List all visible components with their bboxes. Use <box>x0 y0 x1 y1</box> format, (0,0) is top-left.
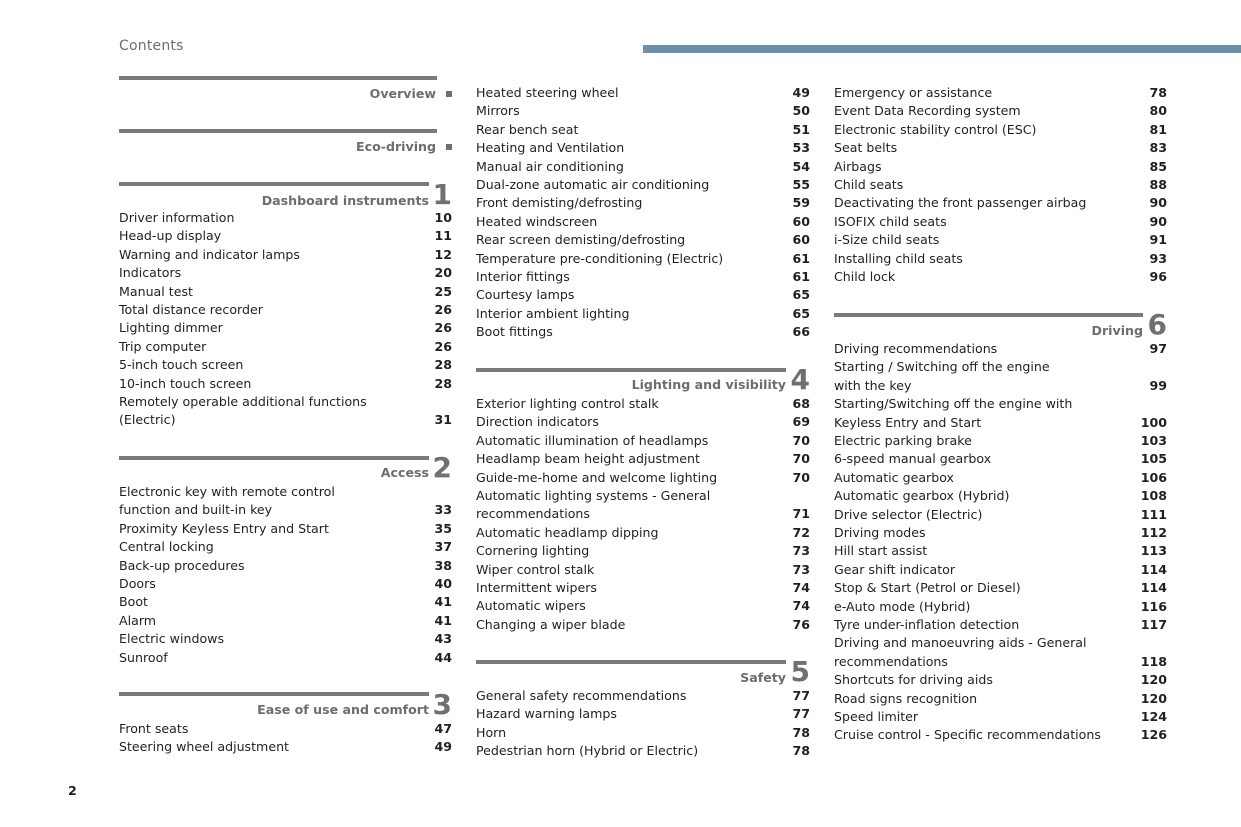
toc-entry-page: 88 <box>1149 177 1167 192</box>
toc-entry[interactable] <box>834 671 1167 689</box>
toc-entry[interactable] <box>834 506 1167 524</box>
toc-entry-page: 26 <box>434 338 452 354</box>
toc-entry-page: 28 <box>434 375 452 391</box>
toc-entry-title: Cruise control - Specific recommendations <box>834 727 1101 743</box>
toc-entry[interactable] <box>834 726 1167 744</box>
overview-rule <box>119 76 437 80</box>
toc-entry-title: Airbags <box>834 158 882 174</box>
toc-entry-page: 40 <box>434 576 452 591</box>
section-2-number: 2 <box>432 451 452 484</box>
toc-entry[interactable] <box>119 649 452 667</box>
section-1-rule <box>119 182 429 186</box>
toc-entry[interactable] <box>834 487 1167 505</box>
toc-entry-page: 117 <box>1140 617 1167 632</box>
square-bullet-icon <box>446 144 452 150</box>
toc-entry-page: 91 <box>1149 232 1167 248</box>
toc-entry-title: Automatic wipers <box>476 598 586 614</box>
toc-entry-page: 35 <box>434 520 452 536</box>
toc-entry-page: 71 <box>792 506 810 522</box>
toc-entry-title: with the key <box>834 377 912 393</box>
toc-entry[interactable] <box>476 268 810 286</box>
toc-entry-page: 112 <box>1140 525 1167 540</box>
toc-entry-title: Child lock <box>834 269 896 284</box>
toc-entry[interactable] <box>834 432 1167 450</box>
toc-entry-page: 55 <box>792 177 810 192</box>
toc-entry-page: 97 <box>1149 341 1167 356</box>
toc-entry[interactable] <box>476 323 810 341</box>
toc-entry-title: Rear screen demisting/defrosting <box>476 232 686 248</box>
toc-entry-page: 96 <box>1149 269 1167 284</box>
toc-entry-page: 80 <box>1149 103 1167 119</box>
toc-entry-page: 65 <box>792 305 810 321</box>
toc-entry[interactable] <box>119 630 452 648</box>
toc-entry[interactable] <box>476 450 810 468</box>
toc-entry[interactable] <box>476 413 810 431</box>
section-3-title: Ease of use and comfort <box>257 702 429 717</box>
toc-entry[interactable] <box>119 501 452 519</box>
toc-entry-page: 77 <box>792 688 810 703</box>
toc-entry[interactable] <box>119 738 452 756</box>
toc-entry-title: Courtesy lamps <box>476 287 575 303</box>
toc-entry-title: Starting/Switching off the engine with <box>834 396 1073 412</box>
toc-entry[interactable] <box>834 176 1167 194</box>
toc-entry-page: 120 <box>1140 690 1167 706</box>
toc-entry-page: 66 <box>792 324 810 340</box>
toc-entry[interactable] <box>476 102 810 120</box>
toc-entry-title: Automatic gearbox (Hybrid) <box>834 488 1010 504</box>
toc-entry-page: 51 <box>792 121 810 137</box>
toc-entry[interactable] <box>476 724 810 742</box>
toc-entry-page: 124 <box>1140 709 1167 724</box>
toc-entry[interactable] <box>119 538 452 556</box>
toc-entry-title: Direction indicators <box>476 414 599 430</box>
toc-entry-title: Automatic headlamp dipping <box>476 524 659 540</box>
toc-entry-title: Seat belts <box>834 140 898 156</box>
toc-entry[interactable] <box>119 393 452 411</box>
toc-entry-page: 74 <box>792 598 810 614</box>
section-6-rule <box>834 313 1143 317</box>
toc-entry-title: Wiper control stalk <box>476 561 595 577</box>
toc-entry-page: 60 <box>792 232 810 248</box>
toc-entry-title: Indicators <box>119 265 182 281</box>
toc-entry-title: Temperature pre-conditioning (Electric) <box>476 250 724 266</box>
toc-entry-title: Electric windows <box>119 631 225 647</box>
toc-entry-title: Driving and manoeuvring aids - General <box>834 635 1087 651</box>
toc-entry-title: Drive selector (Electric) <box>834 506 983 522</box>
header-accent-bar <box>643 45 1241 53</box>
toc-entry[interactable] <box>119 246 452 264</box>
toc-entry-page: 31 <box>434 412 452 428</box>
toc-entry-page: 70 <box>792 432 810 448</box>
toc-entry-page: 108 <box>1140 488 1167 504</box>
toc-entry-title: Changing a wiper blade <box>476 616 626 632</box>
toc-entry[interactable] <box>834 579 1167 597</box>
toc-entry-title: 6-speed manual gearbox <box>834 451 992 467</box>
toc-entry-page: 76 <box>792 616 810 632</box>
toc-entry[interactable] <box>834 708 1167 726</box>
toc-entry[interactable] <box>476 432 810 450</box>
toc-entry[interactable] <box>119 264 452 282</box>
toc-entry[interactable] <box>834 194 1167 212</box>
toc-entry-page: 65 <box>792 287 810 303</box>
toc-entry[interactable] <box>834 213 1167 231</box>
toc-entry[interactable] <box>834 158 1167 176</box>
toc-entry-title: Heating and Ventilation <box>476 140 625 156</box>
toc-entry-page: 103 <box>1140 433 1167 448</box>
toc-entry-page: 120 <box>1140 672 1167 688</box>
toc-entry[interactable] <box>476 469 810 487</box>
toc-entry[interactable] <box>119 411 452 429</box>
toc-entry-page: 26 <box>434 302 452 317</box>
toc-entry-page: 73 <box>792 561 810 577</box>
toc-entry-title: Installing child seats <box>834 250 963 266</box>
toc-entry-page: 113 <box>1140 543 1167 559</box>
toc-entry-page: 26 <box>434 320 452 336</box>
toc-entry-title: Driver information <box>119 210 235 225</box>
toc-entry[interactable] <box>834 469 1167 487</box>
toc-entry-title: Warning and indicator lamps <box>119 246 300 262</box>
toc-entry-title: e-Auto mode (Hybrid) <box>834 598 971 614</box>
toc-entry-page: 78 <box>792 743 810 759</box>
toc-entry[interactable] <box>119 227 452 245</box>
toc-entry-title: Shortcuts for driving aids <box>834 672 993 688</box>
toc-entry[interactable] <box>119 375 452 393</box>
toc-entry[interactable] <box>834 616 1167 634</box>
toc-entry[interactable] <box>476 579 810 597</box>
toc-entry-title: Heated steering wheel <box>476 85 619 100</box>
toc-entry-title: Emergency or assistance <box>834 85 993 100</box>
toc-entry-title: Total distance recorder <box>119 302 263 317</box>
section-5-title: Safety <box>740 670 786 685</box>
toc-entry-title: Starting / Switching off the engine <box>834 359 1050 375</box>
toc-entry-title: Electronic stability control (ESC) <box>834 121 1037 137</box>
toc-entry-page: 69 <box>792 414 810 430</box>
toc-entry[interactable] <box>834 542 1167 560</box>
toc-entry-title: Lighting dimmer <box>119 320 223 336</box>
toc-entry-page: 20 <box>434 265 452 281</box>
toc-entry-page: 54 <box>792 158 810 174</box>
toc-entry-page: 90 <box>1149 195 1167 211</box>
toc-entry[interactable] <box>119 356 452 374</box>
toc-entry[interactable] <box>834 102 1167 120</box>
toc-entry-page: 83 <box>1149 140 1167 156</box>
toc-entry-page: 28 <box>434 357 452 373</box>
toc-entry[interactable] <box>476 687 810 705</box>
section-5-rule <box>476 660 786 664</box>
toc-entry[interactable] <box>119 557 452 575</box>
toc-entry-title: ISOFIX child seats <box>834 213 947 229</box>
toc-entry-title: Remotely operable additional functions <box>119 394 367 409</box>
toc-entry-page: 60 <box>792 213 810 229</box>
toc-entry-title: Rear bench seat <box>476 121 579 137</box>
toc-entry[interactable] <box>476 616 810 634</box>
toc-entry[interactable] <box>834 690 1167 708</box>
toc-entry-title: i-Size child seats <box>834 232 940 248</box>
toc-entry[interactable] <box>119 575 452 593</box>
toc-entry-title: Proximity Keyless Entry and Start <box>119 520 329 536</box>
toc-entry-page: 53 <box>792 140 810 156</box>
toc-entry-page: 70 <box>792 469 810 485</box>
toc-entry[interactable] <box>834 653 1167 671</box>
square-bullet-icon <box>446 91 452 97</box>
toc-entry-page: 106 <box>1140 469 1167 485</box>
toc-entry-title: Road signs recognition <box>834 690 978 706</box>
toc-entry-title: Boot fittings <box>476 324 553 340</box>
page-number: 2 <box>68 783 77 798</box>
toc-entry-title: Keyless Entry and Start <box>834 414 982 430</box>
section-3-number: 3 <box>432 688 452 721</box>
section-5-number: 5 <box>790 655 810 688</box>
toc-entry[interactable] <box>476 250 810 268</box>
toc-entry-page: 81 <box>1149 121 1167 137</box>
section-4-title: Lighting and visibility <box>631 377 786 392</box>
toc-entry-title: Driving modes <box>834 525 926 540</box>
toc-entry-title: Gear shift indicator <box>834 561 956 577</box>
toc-entry-title: Interior fittings <box>476 269 570 284</box>
toc-entry[interactable] <box>476 213 810 231</box>
toc-entry[interactable] <box>834 358 1167 376</box>
toc-entry-title: Exterior lighting control stalk <box>476 396 659 411</box>
toc-entry-title: Automatic illumination of headlamps <box>476 432 709 448</box>
toc-entry-page: 43 <box>434 631 452 647</box>
toc-entry-title: Pedestrian horn (Hybrid or Electric) <box>476 743 699 759</box>
toc-entry-title: Deactivating the front passenger airbag <box>834 195 1087 211</box>
toc-entry-page: 61 <box>792 269 810 284</box>
toc-entry-page: 74 <box>792 580 810 595</box>
toc-entry[interactable] <box>476 542 810 560</box>
toc-entry[interactable] <box>476 597 810 615</box>
toc-entry-title: Front seats <box>119 721 189 736</box>
toc-entry-page: 114 <box>1140 561 1167 577</box>
toc-entry[interactable] <box>119 593 452 611</box>
toc-entry-title: Manual test <box>119 283 193 299</box>
toc-entry-title: Interior ambient lighting <box>476 305 630 321</box>
toc-entry[interactable] <box>119 483 452 501</box>
toc-entry[interactable] <box>834 450 1167 468</box>
toc-entry-title: Stop & Start (Petrol or Diesel) <box>834 580 1021 596</box>
toc-entry-title: Tyre under-inflation detection <box>834 617 1020 632</box>
toc-entry[interactable] <box>834 377 1167 395</box>
toc-entry-title: Electric parking brake <box>834 433 972 448</box>
toc-entry[interactable] <box>119 283 452 301</box>
toc-entry-title: Automatic gearbox <box>834 469 954 485</box>
toc-entry-title: Boot <box>119 594 148 610</box>
toc-entry-page: 126 <box>1140 727 1167 743</box>
toc-entry[interactable] <box>119 720 452 738</box>
toc-entry[interactable] <box>476 524 810 542</box>
toc-entry-title: Hill start assist <box>834 543 928 559</box>
toc-entry-page: 73 <box>792 543 810 559</box>
section-4-rule <box>476 368 786 372</box>
toc-entry[interactable] <box>834 414 1167 432</box>
toc-entry-page: 111 <box>1140 506 1167 522</box>
toc-entry-page: 93 <box>1149 250 1167 266</box>
toc-entry[interactable] <box>476 742 810 760</box>
toc-entry-title: Event Data Recording system <box>834 103 1021 119</box>
toc-entry-title: Head-up display <box>119 228 222 244</box>
toc-entry-page: 78 <box>792 724 810 740</box>
toc-entry[interactable] <box>476 487 810 505</box>
toc-entry-page: 105 <box>1140 451 1167 467</box>
toc-entry-page: 33 <box>434 502 452 518</box>
toc-entry[interactable] <box>476 305 810 323</box>
section-2-rule <box>119 456 429 460</box>
toc-entry-title: Hazard warning lamps <box>476 706 617 722</box>
section-2-title: Access <box>380 465 429 480</box>
toc-entry-title: function and built-in key <box>119 502 273 518</box>
toc-entry-title: Child seats <box>834 177 904 192</box>
section-4-number: 4 <box>790 363 810 396</box>
toc-entry-page: 72 <box>792 524 810 540</box>
toc-entry[interactable] <box>834 250 1167 268</box>
toc-entry-title: Speed limiter <box>834 709 919 724</box>
toc-entry-page: 41 <box>434 594 452 610</box>
toc-entry-page: 100 <box>1140 414 1167 430</box>
toc-entry-title: Automatic lighting systems - General <box>476 488 711 503</box>
toc-entry[interactable] <box>834 561 1167 579</box>
toc-entry-page: 25 <box>434 283 452 299</box>
toc-entry-title: 5-inch touch screen <box>119 357 244 373</box>
toc-entry[interactable] <box>834 395 1167 413</box>
toc-entry[interactable] <box>476 561 810 579</box>
toc-entry-title: Guide-me-home and welcome lighting <box>476 469 718 485</box>
toc-entry[interactable] <box>476 176 810 194</box>
toc-entry[interactable] <box>834 268 1167 286</box>
toc-entry-page: 90 <box>1149 213 1167 229</box>
toc-entry-page: 99 <box>1149 377 1167 393</box>
toc-entry[interactable] <box>834 231 1167 249</box>
toc-entry-title: recommendations <box>476 506 590 522</box>
toc-entry[interactable] <box>834 139 1167 157</box>
toc-entry[interactable] <box>476 505 810 523</box>
eco-driving-rule <box>119 129 437 133</box>
toc-entry-page: 78 <box>1149 85 1167 100</box>
toc-entry[interactable] <box>476 84 810 102</box>
toc-entry-title: Manual air conditioning <box>476 158 624 174</box>
toc-entry-page: 10 <box>434 210 452 225</box>
toc-entry-page: 37 <box>434 539 452 555</box>
toc-entry[interactable] <box>476 705 810 723</box>
toc-entry-page: 61 <box>792 250 810 266</box>
toc-entry[interactable] <box>834 598 1167 616</box>
toc-entry-page: 12 <box>434 246 452 262</box>
section-6-number: 6 <box>1147 308 1167 341</box>
toc-entry-title: (Electric) <box>119 412 176 428</box>
toc-entry[interactable] <box>834 634 1167 652</box>
toc-entry-title: Central locking <box>119 539 214 555</box>
toc-entry[interactable] <box>834 524 1167 542</box>
toc-entry-page: 38 <box>434 557 452 573</box>
toc-entry[interactable] <box>834 121 1167 139</box>
eco-driving-title: Eco-driving <box>356 139 436 154</box>
toc-entry-title: Alarm <box>119 612 157 628</box>
toc-entry-page: 116 <box>1140 598 1167 614</box>
toc-entry[interactable] <box>476 158 810 176</box>
toc-entry-title: Cornering lighting <box>476 543 590 559</box>
toc-entry-page: 70 <box>792 451 810 467</box>
toc-entry-page: 85 <box>1149 158 1167 174</box>
toc-entry-title: Steering wheel adjustment <box>119 739 289 755</box>
toc-entry-page: 44 <box>434 649 452 665</box>
toc-entry-page: 49 <box>434 739 452 755</box>
toc-entry[interactable] <box>119 301 452 319</box>
section-1-number: 1 <box>432 178 452 211</box>
toc-entry-title: Mirrors <box>476 103 520 119</box>
toc-entry-title: Dual-zone automatic air conditioning <box>476 177 710 192</box>
section-6-title: Driving <box>1091 323 1143 338</box>
toc-entry-page: 11 <box>434 228 452 244</box>
toc-entry[interactable] <box>119 520 452 538</box>
toc-entry[interactable] <box>119 338 452 356</box>
toc-entry-page: 41 <box>434 612 452 628</box>
toc-entry-title: General safety recommendations <box>476 688 687 703</box>
toc-entry[interactable] <box>476 139 810 157</box>
toc-entry-page: 47 <box>434 721 452 736</box>
toc-entry-page: 50 <box>792 103 810 119</box>
toc-entry-title: Electronic key with remote control <box>119 484 335 499</box>
toc-entry-page: 49 <box>792 85 810 100</box>
toc-entry-title: Heated windscreen <box>476 213 598 229</box>
toc-entry-title: Doors <box>119 576 156 591</box>
toc-entry[interactable] <box>476 121 810 139</box>
toc-entry[interactable] <box>119 319 452 337</box>
toc-entry-title: Horn <box>476 724 507 740</box>
toc-entry[interactable] <box>119 612 452 630</box>
section-1-title: Dashboard instruments <box>261 193 429 208</box>
toc-entry-title: Trip computer <box>119 338 207 354</box>
toc-entry-title: recommendations <box>834 653 948 669</box>
toc-entry[interactable] <box>119 209 452 227</box>
toc-entry-page: 118 <box>1140 653 1167 669</box>
toc-entry-title: Front demisting/defrosting <box>476 195 643 211</box>
toc-entry[interactable] <box>834 340 1167 358</box>
toc-entry-page: 59 <box>792 195 810 211</box>
section-3-rule <box>119 692 429 696</box>
toc-entry[interactable] <box>476 194 810 212</box>
toc-entry-title: Back-up procedures <box>119 557 245 573</box>
page-title: Contents <box>119 38 184 54</box>
toc-entry-title: 10-inch touch screen <box>119 375 252 391</box>
toc-entry-title: Headlamp beam height adjustment <box>476 451 700 467</box>
toc-entry-title: Sunroof <box>119 649 168 665</box>
toc-entry[interactable] <box>834 84 1167 102</box>
toc-entry-title: Intermittent wipers <box>476 580 597 595</box>
toc-entry-title: Driving recommendations <box>834 341 998 356</box>
toc-entry-page: 114 <box>1140 580 1167 596</box>
toc-entry[interactable] <box>476 231 810 249</box>
toc-entry-page: 68 <box>792 396 810 411</box>
toc-entry-page: 77 <box>792 706 810 722</box>
overview-title: Overview <box>369 86 436 101</box>
toc-entry[interactable] <box>476 286 810 304</box>
toc-entry[interactable] <box>476 395 810 413</box>
